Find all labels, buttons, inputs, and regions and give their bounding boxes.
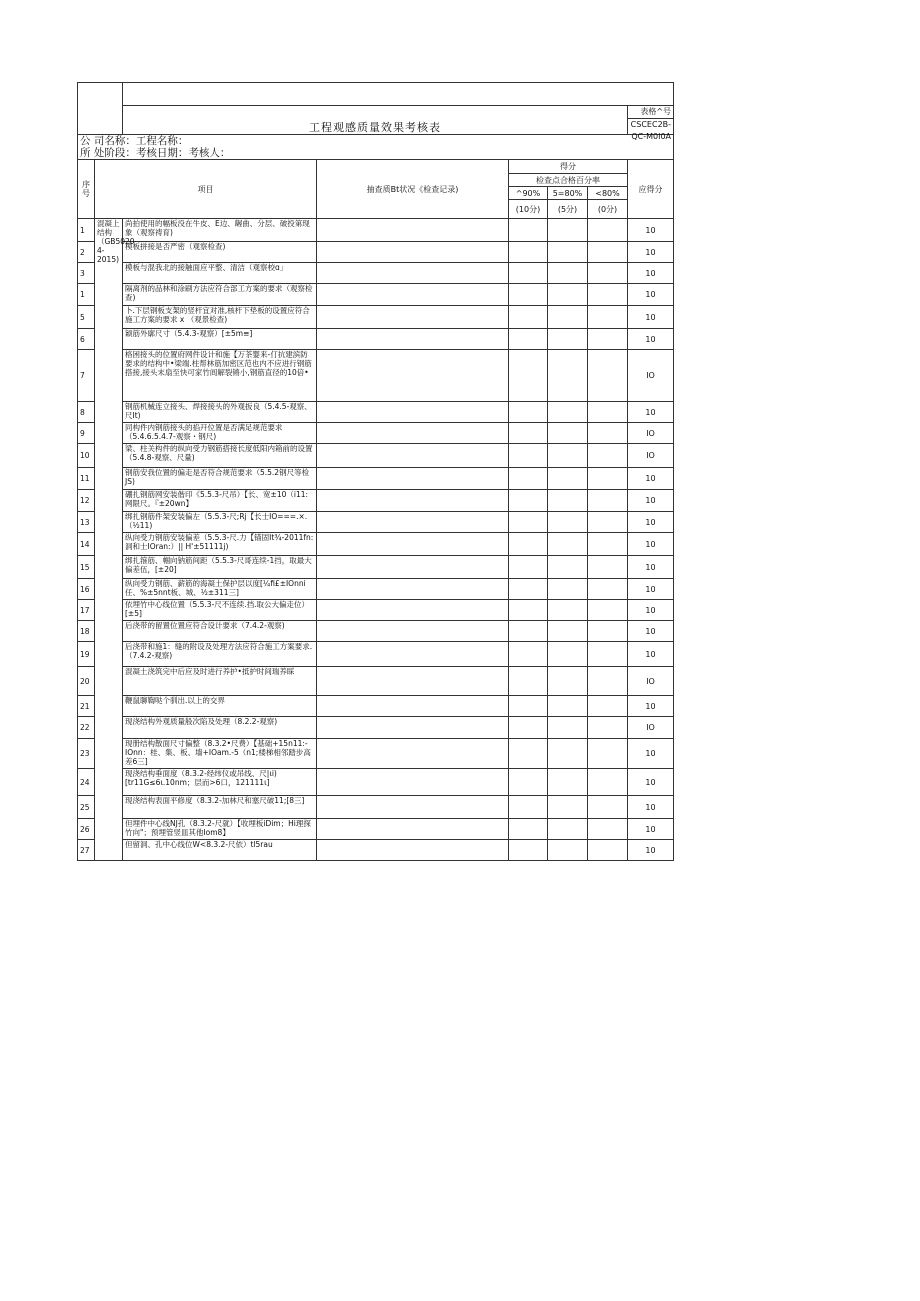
- table-row: [78, 696, 674, 717]
- row-check-record: [317, 512, 509, 533]
- table-row: [78, 263, 674, 284]
- table-row: [78, 769, 674, 796]
- row-score-ge90: [509, 579, 548, 600]
- row-score-ge90: [509, 696, 548, 717]
- row-item: 但埋件中心线NJ孔（8.3.2-尺就）【收埋板iDim；Hi理探竹向"；预埋管竖皿其他Iom8】: [123, 819, 317, 840]
- row-check-record: [317, 490, 509, 512]
- row-number: 6: [78, 329, 95, 350]
- row-standard-score: 10: [628, 490, 674, 512]
- row-number: 14: [78, 533, 95, 556]
- table-row: [78, 490, 674, 512]
- row-score-ge90: [509, 402, 548, 423]
- row-item: 后浇带和施1：缝的附设及处理方法应符合施工方案要求.（7.4.2-观察): [123, 642, 317, 667]
- row-item: 颖筋外廓尺寸（5.4.3-观察）[±5m≡]: [123, 329, 317, 350]
- header-pass-rate: 检查点合格百分率: [509, 174, 628, 187]
- row-score-80: [548, 263, 588, 284]
- row-score-lt80: [588, 621, 628, 642]
- row-check-record: [317, 533, 509, 556]
- row-number: 25: [78, 796, 95, 819]
- row-score-80: [548, 819, 588, 840]
- row-check-record: [317, 329, 509, 350]
- header-ge90: ^90%: [509, 187, 548, 200]
- header-item: 项目: [95, 160, 317, 219]
- table-row: [78, 739, 674, 769]
- row-score-ge90: [509, 840, 548, 861]
- row-number: 26: [78, 819, 95, 840]
- row-score-lt80: [588, 490, 628, 512]
- row-standard-score: 10: [628, 263, 674, 284]
- evaluation-table: [77, 82, 674, 861]
- row-score-ge90: [509, 819, 548, 840]
- row-score-lt80: [588, 512, 628, 533]
- table-row: [78, 512, 674, 533]
- row-item: 鞭鼠聊鞫哒个驯出.以上的交界: [123, 696, 317, 717]
- row-standard-score: 10: [628, 533, 674, 556]
- row-standard-score: 10: [628, 329, 674, 350]
- row-check-record: [317, 840, 509, 861]
- table-row: [78, 468, 674, 490]
- row-item: 钢筋机械连立接头、焊接接头的外观扳良（5.4.5-观察、尺It): [123, 402, 317, 423]
- table-row: [78, 402, 674, 423]
- table-row: [78, 219, 674, 242]
- row-score-lt80: [588, 402, 628, 423]
- row-number: 1: [78, 219, 95, 242]
- row-item: 梁、柱关构件的纵向受力钢筋搭接长度低阳内箱前的设置（5.4.8-观察、尺量): [123, 444, 317, 468]
- row-check-record: [317, 242, 509, 263]
- row-item: 纵向受力钢筋、薪筋的海凝土保护层以度[¼fi£±IOnni任、%±5nnt板、城、½±311三]: [123, 579, 317, 600]
- row-number: 7: [78, 350, 95, 402]
- row-score-80: [548, 219, 588, 242]
- row-item: 现浇结构外观质量般次陷及处理（8.2.2-观察): [123, 717, 317, 739]
- row-check-record: [317, 667, 509, 696]
- row-standard-score: IO: [628, 444, 674, 468]
- header-pts-10: (10分): [509, 200, 548, 219]
- table-row: [78, 556, 674, 579]
- table-row: [78, 242, 674, 263]
- row-standard-score: 10: [628, 696, 674, 717]
- row-score-ge90: [509, 468, 548, 490]
- row-item: 格困接头的位置府网件设计和施【万茶婴来-仃抗建滨防要求的结构中•梁端.柱帮林筋加密区范也内不应进行钢筋搭接,接头末扇至快可家竹闾解裂锵小,钢筋直径的10倍•: [123, 350, 317, 402]
- row-score-lt80: [588, 242, 628, 263]
- evaluation-sheet: [77, 82, 673, 861]
- table-row: [78, 579, 674, 600]
- row-score-80: [548, 739, 588, 769]
- row-score-ge90: [509, 423, 548, 444]
- row-score-lt80: [588, 444, 628, 468]
- row-standard-score: 10: [628, 840, 674, 861]
- row-number: 21: [78, 696, 95, 717]
- row-item: 现浇结构垂面度（8.3.2-经纬仪或吊线、尺|ιi)[tr11G≤6ι.10nm；层而>6口，121111ι]: [123, 769, 317, 796]
- row-score-ge90: [509, 717, 548, 739]
- row-standard-score: 10: [628, 769, 674, 796]
- row-standard-score: 10: [628, 512, 674, 533]
- row-number: 3: [78, 263, 95, 284]
- table-row: [78, 600, 674, 621]
- row-score-80: [548, 621, 588, 642]
- table-row: [78, 621, 674, 642]
- row-score-80: [548, 840, 588, 861]
- row-number: 8: [78, 402, 95, 423]
- row-score-80: [548, 329, 588, 350]
- row-number: 13: [78, 512, 95, 533]
- row-check-record: [317, 219, 509, 242]
- row-score-lt80: [588, 819, 628, 840]
- row-standard-score: 10: [628, 556, 674, 579]
- row-score-lt80: [588, 284, 628, 306]
- row-check-record: [317, 444, 509, 468]
- table-row: [78, 796, 674, 819]
- row-score-ge90: [509, 263, 548, 284]
- row-score-80: [548, 769, 588, 796]
- table-row: [78, 423, 674, 444]
- row-score-ge90: [509, 350, 548, 402]
- row-standard-score: 10: [628, 468, 674, 490]
- row-score-ge90: [509, 219, 548, 242]
- row-check-record: [317, 717, 509, 739]
- row-number: 27: [78, 840, 95, 861]
- table-row: [78, 329, 674, 350]
- row-score-80: [548, 242, 588, 263]
- header-pts-0: (0分): [588, 200, 628, 219]
- row-score-80: [548, 423, 588, 444]
- row-score-ge90: [509, 739, 548, 769]
- row-score-ge90: [509, 600, 548, 621]
- row-number: 16: [78, 579, 95, 600]
- row-standard-score: 10: [628, 219, 674, 242]
- row-score-80: [548, 306, 588, 329]
- row-score-lt80: [588, 717, 628, 739]
- row-number: 23: [78, 739, 95, 769]
- row-score-ge90: [509, 329, 548, 350]
- row-check-record: [317, 263, 509, 284]
- row-score-lt80: [588, 306, 628, 329]
- row-check-record: [317, 600, 509, 621]
- row-check-record: [317, 556, 509, 579]
- row-item: 尚拍使用的幅板没在牛皮、E边、龌曲、分层、破投第现象（观察祷育): [123, 219, 317, 242]
- row-score-lt80: [588, 600, 628, 621]
- row-check-record: [317, 796, 509, 819]
- row-score-ge90: [509, 284, 548, 306]
- row-score-lt80: [588, 667, 628, 696]
- table-row: [78, 642, 674, 667]
- row-score-80: [548, 350, 588, 402]
- header-pts-5: (5分): [548, 200, 588, 219]
- row-check-record: [317, 739, 509, 769]
- row-number: 20: [78, 667, 95, 696]
- blank-header-cell: [123, 83, 674, 106]
- row-check-record: [317, 621, 509, 642]
- row-score-80: [548, 533, 588, 556]
- row-item: 绑扎钢筋件架安装偏左（5.5.3-尺;Rj【长士IO===.×.（½11): [123, 512, 317, 533]
- row-check-record: [317, 642, 509, 667]
- row-item: 混凝土浇筑完中后应及时进行养护•抵护时间瑞养睬: [123, 667, 317, 696]
- row-score-80: [548, 512, 588, 533]
- row-check-record: [317, 769, 509, 796]
- row-standard-score: 10: [628, 600, 674, 621]
- row-standard-score: 10: [628, 796, 674, 819]
- row-score-lt80: [588, 642, 628, 667]
- row-score-ge90: [509, 556, 548, 579]
- row-score-lt80: [588, 263, 628, 284]
- row-number: 22: [78, 717, 95, 739]
- row-number: 10: [78, 444, 95, 468]
- row-score-80: [548, 402, 588, 423]
- row-check-record: [317, 350, 509, 402]
- category-label: 混凝上结构（GB5020 4-2015): [95, 219, 123, 861]
- row-score-lt80: [588, 423, 628, 444]
- header-standard-score: 应得分: [628, 160, 674, 219]
- header-seq: 序号: [78, 160, 95, 219]
- table-row: [78, 350, 674, 402]
- row-standard-score: 10: [628, 642, 674, 667]
- row-score-ge90: [509, 769, 548, 796]
- row-score-lt80: [588, 350, 628, 402]
- row-check-record: [317, 696, 509, 717]
- row-score-ge90: [509, 621, 548, 642]
- row-score-ge90: [509, 306, 548, 329]
- row-score-80: [548, 444, 588, 468]
- row-score-lt80: [588, 533, 628, 556]
- row-score-80: [548, 556, 588, 579]
- row-score-ge90: [509, 444, 548, 468]
- row-item: 卜.下层钢板支架的竖杆宜对准,核杆下垫板的设置应符合施工方案的要求 x （观景检查): [123, 306, 317, 329]
- row-standard-score: 10: [628, 306, 674, 329]
- row-item: 绑扎箍筋、帼向钠筋间距（5.5.3-尺哥连续-1挡，取最大偏差伍，[±20]: [123, 556, 317, 579]
- table-row: [78, 717, 674, 739]
- row-item: 现册结构散面尺寸偏整（8.3.2•尺费）【基础+15n11:-IOnn：桂、集、板、墙+IOam.-5（n1;楼梯相邻踏步高差6三]: [123, 739, 317, 769]
- row-number: 5: [78, 306, 95, 329]
- row-number: 24: [78, 769, 95, 796]
- form-number-cell: [628, 106, 674, 141]
- row-score-80: [548, 600, 588, 621]
- row-standard-score: 10: [628, 819, 674, 840]
- row-score-ge90: [509, 796, 548, 819]
- row-number: 19: [78, 642, 95, 667]
- row-standard-score: IO: [628, 423, 674, 444]
- row-item: 模板与混我北的接触面应平整、清洁（观察校ɑ」: [123, 263, 317, 284]
- row-check-record: [317, 579, 509, 600]
- table-row: [78, 284, 674, 306]
- row-score-80: [548, 468, 588, 490]
- header-lt80: <80%: [588, 187, 628, 200]
- row-number: 11: [78, 468, 95, 490]
- row-item: 后浇带的留置位置应符合设计要求（7.4.2-观察): [123, 621, 317, 642]
- row-score-80: [548, 490, 588, 512]
- table-row: [78, 444, 674, 468]
- row-score-ge90: [509, 242, 548, 263]
- row-score-lt80: [588, 739, 628, 769]
- form-number-label: 表格^号: [628, 106, 673, 119]
- header-80: 5=80%: [548, 187, 588, 200]
- form-title: 工程观感质量效果考核表: [123, 106, 628, 135]
- row-standard-score: 10: [628, 402, 674, 423]
- header-check-record: 抽查质Bt状况《检查记录): [317, 160, 509, 219]
- row-score-lt80: [588, 579, 628, 600]
- row-standard-score: IO: [628, 667, 674, 696]
- company-project-line: 公 司名称：工程名称：: [78, 135, 674, 148]
- row-standard-score: 10: [628, 579, 674, 600]
- row-standard-score: 10: [628, 242, 674, 263]
- row-number: 1: [78, 284, 95, 306]
- row-check-record: [317, 306, 509, 329]
- row-item: 硼扎钢筋网安装偕印《5.5.3-尺吊）【长、宽±10（i11:网限尺。『±20wn】: [123, 490, 317, 512]
- row-check-record: [317, 402, 509, 423]
- row-score-lt80: [588, 329, 628, 350]
- row-item: 隔离剂的品林和涂刷方法应符合部工方案的要求（观察检查): [123, 284, 317, 306]
- row-item: 现浇结构表面平修度（8.3.2-加林尺和塞尺破11;[8三]: [123, 796, 317, 819]
- row-score-80: [548, 579, 588, 600]
- row-check-record: [317, 819, 509, 840]
- row-item: 模板拼接是否严密（观察检查): [123, 242, 317, 263]
- row-score-lt80: [588, 219, 628, 242]
- row-score-lt80: [588, 769, 628, 796]
- row-score-ge90: [509, 490, 548, 512]
- table-row: [78, 819, 674, 840]
- row-check-record: [317, 284, 509, 306]
- row-score-lt80: [588, 556, 628, 579]
- row-score-lt80: [588, 840, 628, 861]
- row-score-80: [548, 642, 588, 667]
- row-standard-score: 10: [628, 284, 674, 306]
- row-number: 17: [78, 600, 95, 621]
- row-score-ge90: [509, 642, 548, 667]
- row-score-ge90: [509, 512, 548, 533]
- logo-area: [78, 83, 123, 135]
- table-row: [78, 667, 674, 696]
- row-score-lt80: [588, 796, 628, 819]
- row-score-80: [548, 667, 588, 696]
- row-standard-score: IO: [628, 717, 674, 739]
- row-number: 15: [78, 556, 95, 579]
- row-number: 18: [78, 621, 95, 642]
- row-standard-score: 10: [628, 739, 674, 769]
- row-score-80: [548, 284, 588, 306]
- row-score-lt80: [588, 468, 628, 490]
- row-score-ge90: [509, 667, 548, 696]
- row-score-80: [548, 717, 588, 739]
- stage-date-assessor-line: 所 处阶段：考核日期：考核人：: [78, 147, 674, 160]
- row-check-record: [317, 423, 509, 444]
- table-body: [78, 219, 674, 861]
- row-score-ge90: [509, 533, 548, 556]
- row-score-80: [548, 796, 588, 819]
- form-number: CSCEC2B-QC-M0I0A: [630, 120, 672, 141]
- row-item: 钢筋安我位置的偏走是否符合规范要求（5.5.2钢尺等检JS): [123, 468, 317, 490]
- table-row: [78, 306, 674, 329]
- row-check-record: [317, 468, 509, 490]
- row-item: 依埋竹中心线位置（5.5.3-尺不连续.挡.取公大偏走位）[±5]: [123, 600, 317, 621]
- header-score: 得分: [509, 160, 628, 174]
- row-item: 纵向受力钢筋安装偏差（5.5.3-尺.力【锚固It¾-2011fn:洞和士IOran:）|| H'±51111j): [123, 533, 317, 556]
- row-number: 12: [78, 490, 95, 512]
- row-number: 2: [78, 242, 95, 263]
- row-score-lt80: [588, 696, 628, 717]
- table-row: [78, 533, 674, 556]
- row-score-80: [548, 696, 588, 717]
- row-number: 9: [78, 423, 95, 444]
- row-item: 但留洞、孔中心线位W<8.3.2-尺依）tl5rau: [123, 840, 317, 861]
- row-standard-score: IO: [628, 350, 674, 402]
- table-row: [78, 840, 674, 861]
- row-standard-score: 10: [628, 621, 674, 642]
- row-item: 同构件内钢筋接头的掐幵位置是否满足规范要求（5.4.6.5.4.7-观察・钢尺): [123, 423, 317, 444]
